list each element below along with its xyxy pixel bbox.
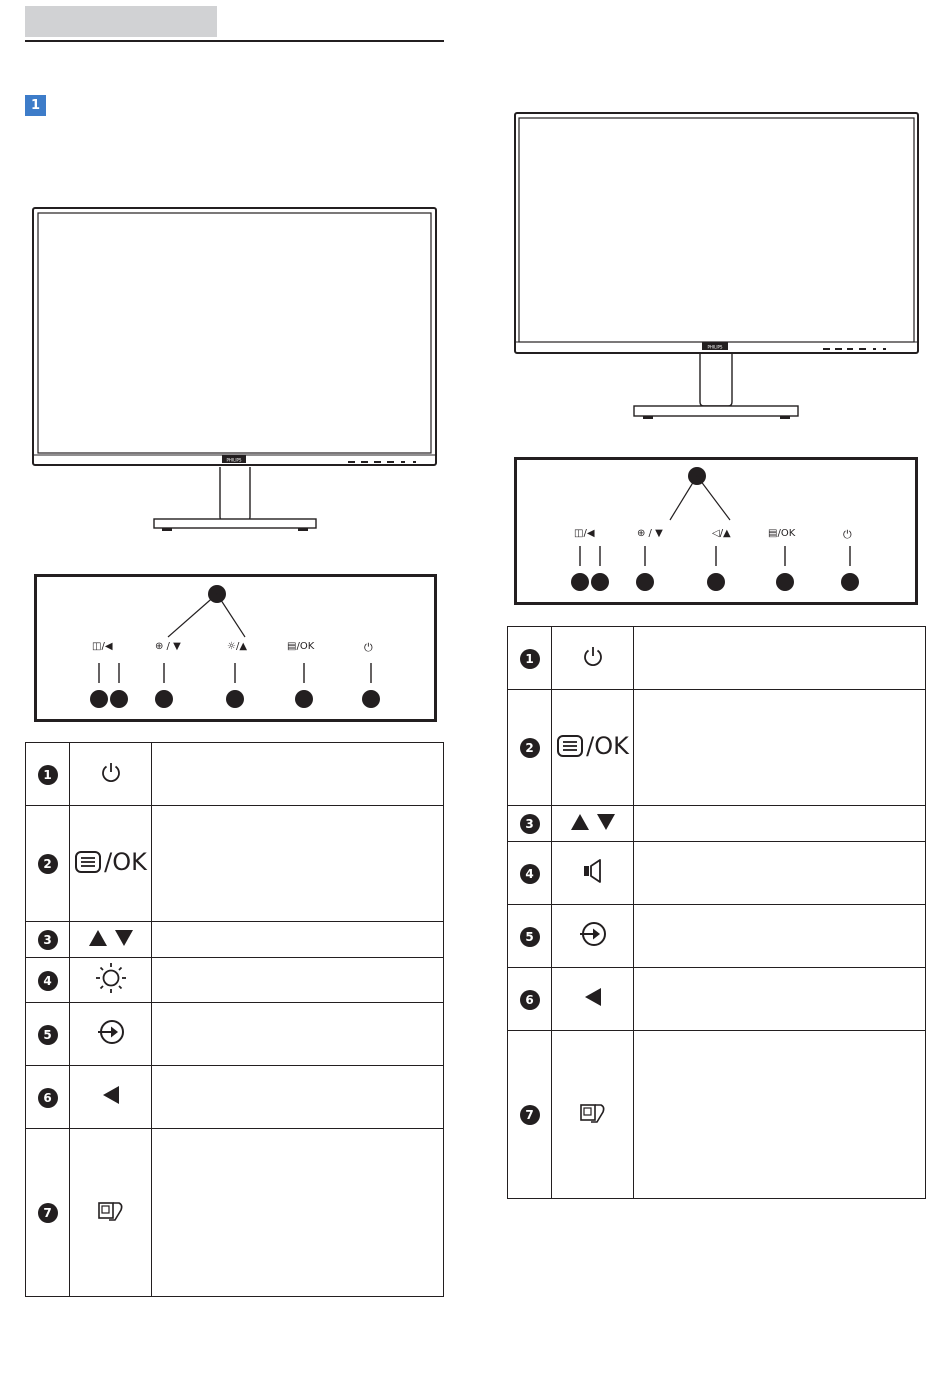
ok-label: /OK	[104, 847, 147, 876]
power-icon	[582, 645, 604, 667]
row-number: 5	[38, 1025, 58, 1045]
row-number: 3	[38, 930, 58, 950]
input-icon	[96, 1017, 126, 1047]
row-number: 4	[38, 971, 58, 991]
menu-icon	[556, 734, 584, 758]
left-monitor-illustration	[30, 205, 440, 540]
row-number: 7	[38, 1203, 58, 1223]
volume-icon	[579, 856, 607, 886]
right-monitor-illustration	[512, 110, 922, 430]
left-monitor-logo: PHILIPS	[226, 457, 242, 463]
section-number-badge: 1	[25, 95, 46, 116]
table-row	[508, 806, 926, 842]
table-row	[26, 806, 444, 922]
brightness-icon	[94, 961, 128, 995]
up-down-arrows-icon	[88, 929, 134, 947]
row-number: 6	[38, 1088, 58, 1108]
table-row	[26, 958, 444, 1003]
left-panel-key-3: ☼/▲	[227, 641, 248, 652]
row-number: 6	[520, 990, 540, 1010]
right-panel-key-4: ▤/OK	[768, 528, 796, 539]
smartimage-icon	[579, 1102, 607, 1124]
table-row	[508, 842, 926, 905]
left-arrow-icon	[101, 1084, 121, 1106]
table-row	[26, 1003, 444, 1066]
row-number: 3	[520, 814, 540, 834]
up-down-arrows-icon	[570, 813, 616, 831]
right-panel-key-3: ◁/▲	[712, 528, 731, 539]
row-number: 1	[38, 765, 58, 785]
left-panel-key-5: ⏻	[364, 641, 373, 654]
left-panel-key-4: ▤/OK	[287, 641, 315, 652]
left-arrow-icon	[583, 986, 603, 1008]
row-number: 5	[520, 927, 540, 947]
right-key-table	[507, 626, 926, 1199]
table-row	[508, 690, 926, 806]
table-row	[26, 922, 444, 958]
left-panel-key-1: ◫/◀	[92, 641, 113, 652]
right-panel-key-2: ⊕ / ▼	[637, 528, 663, 539]
right-panel-key-5: ⏻	[843, 528, 852, 541]
right-panel-key-1: ◫/◀	[574, 528, 595, 539]
header-rule	[25, 40, 444, 42]
left-panel-key-2: ⊕ / ▼	[155, 641, 181, 652]
right-monitor-logo: PHILIPS	[707, 344, 723, 350]
row-number: 2	[520, 738, 540, 758]
ok-label: /OK	[586, 731, 629, 760]
row-number: 1	[520, 649, 540, 669]
table-row	[508, 627, 926, 690]
smartimage-icon	[97, 1200, 125, 1222]
table-row	[508, 1031, 926, 1199]
input-icon	[578, 919, 608, 949]
header-tab	[25, 6, 217, 37]
left-key-panel	[34, 574, 437, 722]
table-row	[508, 968, 926, 1031]
row-number: 7	[520, 1105, 540, 1125]
power-icon	[100, 761, 122, 783]
right-key-panel	[514, 457, 918, 605]
menu-icon	[74, 850, 102, 874]
table-row	[26, 743, 444, 806]
table-row	[26, 1129, 444, 1297]
left-key-table	[25, 742, 444, 1297]
row-number: 4	[520, 864, 540, 884]
row-number: 2	[38, 854, 58, 874]
table-row	[26, 1066, 444, 1129]
table-row	[508, 905, 926, 968]
